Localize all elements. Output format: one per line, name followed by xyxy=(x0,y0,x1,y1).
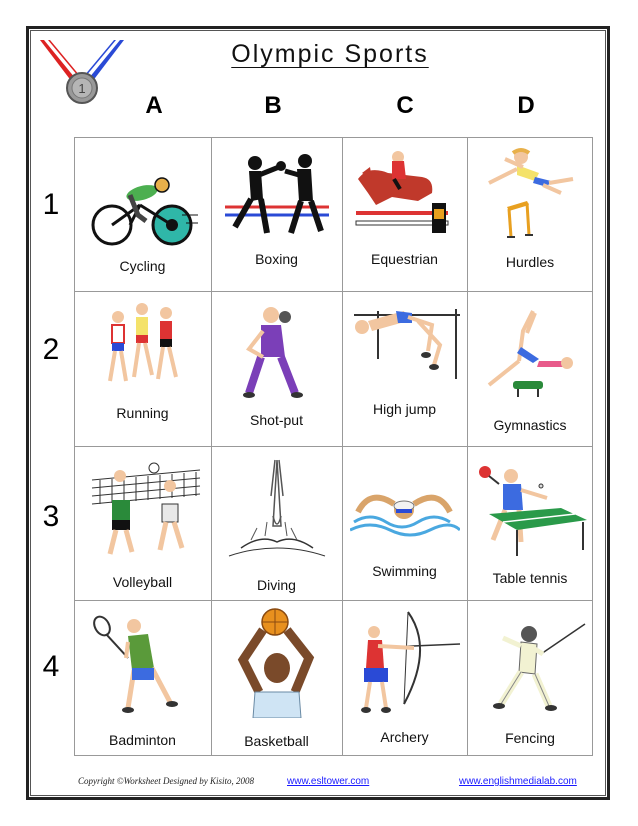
sport-label-hurdles: Hurdles xyxy=(505,254,555,270)
sport-label-running: Running xyxy=(116,405,169,421)
column-header-c: C xyxy=(396,92,414,119)
cell-diving xyxy=(211,446,342,600)
cell-gymnastics xyxy=(467,291,593,446)
cell-badminton xyxy=(74,600,211,756)
cell-high-jump xyxy=(342,291,467,446)
medal-number: 1 xyxy=(78,81,86,96)
footer-link-englishmedialab[interactable]: www.englishmedialab.com xyxy=(459,776,577,787)
sport-label-cycling: Cycling xyxy=(119,258,166,274)
cell-basketball xyxy=(211,600,342,756)
cell-boxing xyxy=(211,137,342,291)
diving-icon xyxy=(221,456,333,568)
sport-label-boxing: Boxing xyxy=(255,251,298,267)
cell-volleyball xyxy=(74,446,211,600)
archery-icon xyxy=(348,608,462,716)
sport-label-basketball: Basketball xyxy=(244,733,309,749)
row-header-3: 3 xyxy=(42,500,60,533)
cycling-icon xyxy=(90,175,200,247)
page-title: Olympic Sports xyxy=(231,40,429,68)
running-icon xyxy=(98,301,188,391)
cell-equestrian xyxy=(342,137,467,291)
footer-link-esltower[interactable]: www.esltower.com xyxy=(287,776,370,787)
basketball-icon xyxy=(229,608,325,718)
sport-label-swimming: Swimming xyxy=(372,563,437,579)
cell-fencing xyxy=(467,600,593,756)
gymnastics-icon xyxy=(483,301,579,401)
sport-label-table-tennis: Table tennis xyxy=(492,570,568,586)
sport-label-fencing: Fencing xyxy=(505,730,555,746)
volleyball-icon xyxy=(90,460,202,560)
table-tennis-icon xyxy=(477,460,589,560)
hurdles-icon xyxy=(477,147,583,243)
cell-shot-put xyxy=(211,291,342,446)
cell-hurdles xyxy=(467,137,593,291)
boxing-icon xyxy=(221,149,333,239)
sport-label-high-jump: High jump xyxy=(372,401,437,417)
column-header-a: A xyxy=(145,92,163,119)
row-header-4: 4 xyxy=(42,650,60,683)
cell-archery xyxy=(342,600,467,756)
shot-put-icon xyxy=(241,301,313,401)
sport-label-volleyball: Volleyball xyxy=(112,574,173,590)
equestrian-icon xyxy=(348,149,460,237)
sport-label-badminton: Badminton xyxy=(109,732,176,748)
swimming-icon xyxy=(350,482,460,546)
fencing-icon xyxy=(481,614,587,714)
row-header-1: 1 xyxy=(42,188,60,221)
sport-label-gymnastics: Gymnastics xyxy=(493,417,567,433)
medal-icon xyxy=(36,38,128,106)
high-jump-icon xyxy=(348,299,462,383)
badminton-icon xyxy=(88,612,198,716)
cell-table-tennis xyxy=(467,446,593,600)
cell-cycling xyxy=(74,137,211,291)
sport-label-diving: Diving xyxy=(257,577,296,593)
column-header-d: D xyxy=(517,92,535,119)
sport-label-archery: Archery xyxy=(380,729,429,745)
column-header-b: B xyxy=(264,92,282,119)
footer-copyright: Copyright ©Worksheet Designed by Kisito, 2008 xyxy=(78,776,254,786)
sport-label-equestrian: Equestrian xyxy=(371,251,438,267)
sport-label-shot-put: Shot-put xyxy=(250,412,303,428)
cell-running xyxy=(74,291,211,446)
cell-swimming xyxy=(342,446,467,600)
row-header-2: 2 xyxy=(42,333,60,366)
